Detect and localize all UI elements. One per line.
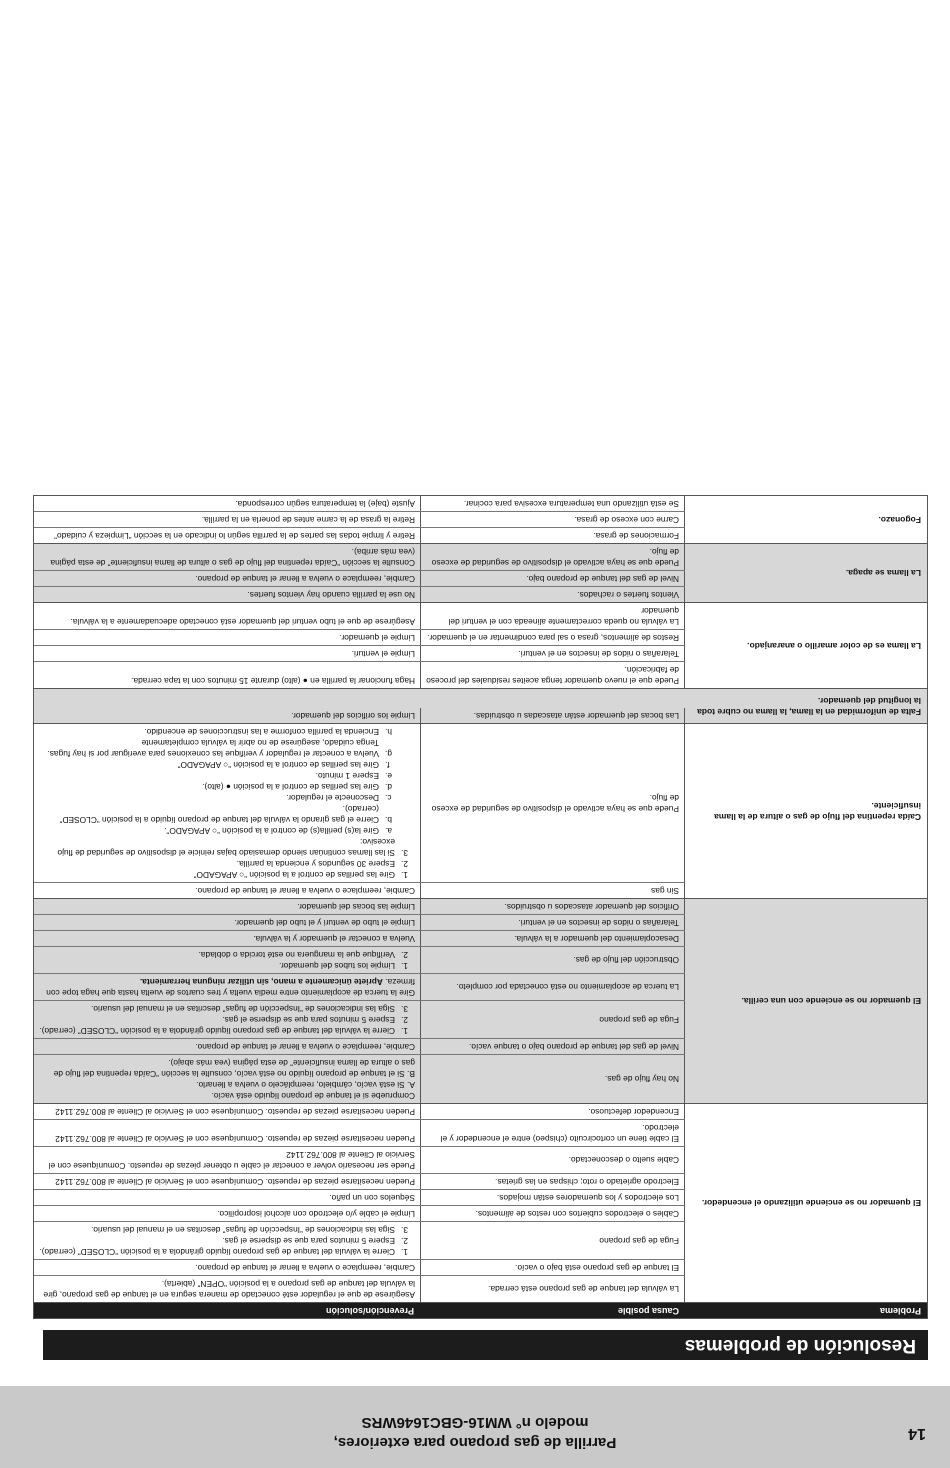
cause-cell: Se está utilizando una temperatura excesiva para cocinar. [420, 496, 685, 511]
step-number: g. [385, 749, 392, 759]
cause-rows [34, 899, 685, 1103]
solution-line: Limpie el tubo de venturi y el tubo del quemador. [234, 918, 415, 928]
solution-step [39, 770, 415, 781]
cause-cell: Cable suelto o desconectado. [420, 1147, 685, 1173]
solution-step [39, 1235, 415, 1246]
solution-line: Pueden necesitarse piezas de repuesto. Comuníquese con el Servicio al Cliente al 800.762.1142 [55, 1134, 415, 1144]
solution-line: Asegúrese de que el tubo venturi del quemador está conectado adecuadamente a la válvula. [70, 617, 415, 627]
solution-cell [34, 512, 420, 527]
cause-cell: Fuga de gas propano [420, 1001, 685, 1038]
solution-cell [34, 544, 420, 570]
step-text: Vuelva a conectar el regulador y verifique las conexiones para averiguar por si hay fugas. Tenga cuidado, asegúrese de no abrir la válvula completamente [47, 738, 379, 759]
cause-cell: No hay flujo de gas. [420, 1055, 685, 1103]
step-number: 1. [401, 1247, 408, 1257]
cause-cell: Restos de alimentos, grasa o sal para condimentar en el quemador. [420, 630, 685, 645]
table-row [34, 930, 685, 946]
table-row [34, 1119, 685, 1146]
solution-line: Limpie el cable y/o electrodo con alcohol isopropílico. [217, 1209, 415, 1219]
problem-group [34, 544, 927, 603]
step-number: 1. [401, 870, 408, 880]
solution-cell [34, 1260, 420, 1275]
step-text: Cierre el gas girando la válvula del tanque de propano líquido a la posición “CLOSED” (cerrado). [59, 804, 379, 825]
table-row [34, 511, 685, 527]
step-number: 3. [401, 1225, 408, 1235]
step-text: Limpie los tubos del quemador. [279, 961, 395, 971]
table-row [34, 1259, 685, 1275]
problem-cell: El quemador no se enciende utilizando el encendedor. [701, 1198, 921, 1209]
solution-cell [34, 603, 420, 629]
step-text: Encienda la parrilla conforme a las instrucciones de encendido. [144, 727, 379, 737]
solution-line: Cambie, reemplace o vuelva a llenar el tanque de propano. [195, 574, 415, 584]
solution-cell [34, 1055, 420, 1103]
cause-cell: Telarañas o nidos de insectos en el venturi. [420, 646, 685, 661]
step-number: 1. [401, 961, 408, 971]
table-row [34, 629, 685, 645]
step-text: Gire las perillas de control a la posición “○ APAGADO” [177, 760, 379, 770]
solution-warning: Apriete únicamente a mano, sin utilizar ninguna herramienta. [139, 977, 383, 987]
solution-line: Compruebe si el tanque de propano líquido está vacío. [211, 1091, 415, 1101]
section-title: Resolución de problemas [43, 1330, 928, 1360]
cause-rows [34, 1104, 685, 1302]
problem-cell: El quemador no se enciende con una cerilla. [741, 996, 921, 1007]
solution-cell [34, 947, 420, 973]
step-text: Gire las perillas de control a la posición ● (alto). [202, 782, 379, 792]
table-row [34, 882, 685, 898]
solution-step [39, 858, 415, 869]
solution-step [39, 792, 415, 803]
solution-line: Haga funcionar la parrilla en ● (alto) durante 15 minutos con la tapa cerrada. [131, 676, 415, 686]
problem-cell: La llama es de color amarillo o anaranjado. [747, 641, 921, 651]
solution-text: Gire la tuerca de acoplamiento entre media vuelta y tres cuartos de vuelta hasta que haga tope con firmeza. [46, 977, 415, 998]
solution-step [39, 869, 415, 880]
table-row [34, 946, 685, 973]
footer-title [0, 1412, 950, 1452]
table-row [34, 1205, 685, 1221]
step-text: Gire la(s) perilla(s) de control a la posición “○ APAGADO”. [164, 826, 379, 836]
table-row [34, 724, 685, 882]
problem-cell: Falta de uniformidad en la llama, la llama no cubre toda la longitud del quemador. [697, 696, 921, 717]
solution-line: A. Si está vacío, cámbielo, reemplácelo o vuelva a llenarlo. [196, 1080, 415, 1090]
cause-cell: Fuga de gas propano [420, 1222, 685, 1259]
solution-line: B. Si el tanque de propano líquido no está vacío, consulte la sección “Caída repentina del flujo de gas o altura de llama insuficiente” de esta página (vea más abajo). [53, 1058, 415, 1079]
step-number: 2. [401, 1236, 408, 1246]
table-row [34, 1054, 685, 1103]
solution-step [39, 960, 415, 971]
solution-cell [34, 899, 420, 914]
solution-cell [34, 662, 420, 688]
table-header [34, 1303, 927, 1318]
problem-group [34, 724, 927, 899]
solution-cell [34, 1104, 420, 1119]
step-number: b. [385, 815, 392, 825]
step-text: Cierre la válvula del tanque de gas propano líquido girándola a la posición “CLOSED” (cerrado). [39, 1247, 395, 1257]
solution-step [39, 726, 415, 737]
cause-cell: El cable tiene un cortocircuito (chispeo) entre el encendedor y el electrodo. [420, 1120, 685, 1146]
cause-cell: Orificios del quemador atascados u obstruidos. [420, 899, 685, 914]
step-text: Cierre la válvula del tanque de gas propano líquido girándola a la posición “CLOSED” (cerrado). [39, 1026, 395, 1036]
table-row [34, 1038, 685, 1054]
solution-line: Ajuste (baje) la temperatura según corresponda. [235, 499, 415, 509]
step-number: e. [385, 771, 392, 781]
solution-step [39, 1025, 415, 1036]
solution-cell [34, 1147, 420, 1173]
solution-cell [34, 974, 420, 1000]
solution-step [39, 825, 415, 836]
solution-step [39, 949, 415, 960]
solution-line: Retire la grasa de la carne antes de ponerla en la parrilla. [201, 515, 415, 525]
solution-cell [34, 1276, 420, 1302]
header-problem: Problema [879, 1306, 921, 1316]
step-text: Espere 5 minutos para que se disperse el gas. [222, 1236, 395, 1246]
table-row [34, 603, 685, 629]
cause-cell: La válvula no queda correctamente alineada con el venturi del quemador [420, 603, 685, 629]
table-row [34, 1146, 685, 1173]
table-row [34, 914, 685, 930]
step-number: h. [385, 727, 392, 737]
problem-group [34, 603, 927, 689]
solution-line: Consulte la sección “Caída repentina del flujo de gas o altura de llama insuficiente” de esta página (vea más arriba). [50, 547, 415, 568]
solution-cell [34, 571, 420, 586]
cause-cell: Telarañas o nidos de insectos en el venturi. [420, 915, 685, 930]
step-number: 1. [401, 1026, 408, 1036]
cause-cell: Encendedor defectuoso. [420, 1104, 685, 1119]
step-text: Siga las indicaciones de “Inspección de fugas” descritas en el manual del usuario. [90, 1004, 395, 1014]
step-text: Desconecte el regulador. [286, 793, 379, 803]
cause-rows [34, 603, 685, 688]
solution-cell [34, 496, 420, 511]
table-row [34, 708, 685, 723]
table-row [34, 1275, 685, 1302]
solution-line: Séquelos con un paño. [329, 1193, 415, 1203]
cause-cell: Las bocas del quemador están atascadas u obstruidas. [420, 708, 685, 723]
solution-line: Pueden necesitarse piezas de repuesto. Comuníquese con el Servicio al Cliente al 800.762.1142 [55, 1177, 415, 1187]
step-number: a. [385, 826, 392, 836]
solution-cell [34, 630, 420, 645]
solution-line: Pueden necesitarse piezas de repuesto. Comuníquese con el Servicio al Cliente al 800.762.1142 [55, 1107, 415, 1117]
cause-cell: Desacoplamiento del quemador a la válvula. [420, 931, 685, 946]
step-number: 2. [401, 1015, 408, 1025]
cause-rows [34, 496, 685, 543]
problem-cell: La llama se apaga. [845, 568, 921, 579]
step-text: Siga las indicaciones de “Inspección de fugas” descritas en el manual del usuario. [90, 1225, 395, 1235]
header-solution: Prevención/solución [325, 1306, 414, 1316]
solution-step [39, 759, 415, 770]
cause-cell: Puede que se haya activado el dispositivo de seguridad de exceso de flujo. [420, 724, 685, 882]
table-row [34, 527, 685, 543]
solution-cell [34, 1174, 420, 1189]
table-row [34, 544, 685, 570]
step-number: c. [385, 793, 392, 803]
solution-cell [34, 1222, 420, 1259]
table-row [34, 1000, 685, 1038]
table-row [34, 645, 685, 661]
solution-line: Vuelva a conectar el quemador y la válvula. [253, 934, 415, 944]
cause-cell: Nivel de gas del tanque de propano bajo. [420, 571, 685, 586]
solution-step [39, 781, 415, 792]
solution-cell [34, 646, 420, 661]
step-text: Espere 1 minuto. [315, 771, 379, 781]
solution-step [39, 803, 415, 825]
solution-cell [34, 931, 420, 946]
solution-line: Cambie, reemplace o vuelva a llenar el tanque de propano. [195, 1263, 415, 1273]
step-text: Espere 30 segundos y encienda la parrilla. [236, 859, 395, 869]
solution-step [39, 737, 415, 759]
step-text: Verifique que la manguera no esté torcida o doblada. [198, 950, 395, 960]
solution-line: Cambie, reemplace o vuelva a llenar el tanque de propano. [195, 1042, 415, 1052]
solution-cell [34, 724, 420, 882]
troubleshooting-table [33, 495, 928, 1319]
problem-group [34, 1104, 927, 1303]
cause-cell: El tanque de gas propano está bajo o vacío. [420, 1260, 685, 1275]
cause-cell: Nivel de gas del tanque de propano bajo o tanque vacío. [420, 1039, 685, 1054]
step-number: d. [385, 782, 392, 792]
step-number: 3. [401, 1004, 408, 1014]
problem-group [34, 689, 927, 724]
solution-cell [34, 1039, 420, 1054]
solution-line: Retire y limpie todas las partes de la parrilla según lo indicado en la sección “Limpieza y cuidado” [54, 531, 415, 541]
cause-cell: Sin gas [420, 883, 685, 898]
table-row [34, 973, 685, 1000]
solution-cell [34, 1206, 420, 1221]
table-row [34, 586, 685, 602]
table-row [34, 570, 685, 586]
solution-line: Limpie las bocas del quemador. [297, 902, 415, 912]
problem-group [34, 496, 927, 544]
table-row [34, 899, 685, 914]
cause-cell: Puede que se haya activado el dispositivo de seguridad de exceso de flujo. [420, 544, 685, 570]
step-text: Gire las perillas de control a la posición “○ APAGADO” [193, 870, 395, 880]
solution-cell [34, 528, 420, 543]
table-row [34, 1173, 685, 1189]
solution-step [39, 1246, 415, 1257]
cause-cell: Vientos fuertes o rachados. [420, 587, 685, 602]
step-text: Espere 5 minutos para que se disperse el gas. [222, 1015, 395, 1025]
solution-cell [34, 1001, 420, 1038]
solution-cell [34, 708, 420, 723]
table-row [34, 1221, 685, 1259]
cause-cell: Puede que el nuevo quemador tenga aceites residuales del proceso de fabricación. [420, 662, 685, 688]
cause-cell: Carne con exceso de grasa. [420, 512, 685, 527]
step-number: 3. [401, 848, 408, 858]
table-row [34, 1104, 685, 1119]
solution-step [39, 1003, 415, 1014]
solution-cell [34, 1190, 420, 1205]
table-row [34, 661, 685, 688]
solution-line: Limpie el quemador. [339, 633, 415, 643]
step-text: Si las llamas continúan siendo demasiado bajas reinicie el dispositivo de seguridad de flujo excesivo: [57, 837, 395, 858]
cause-rows [34, 689, 685, 723]
solution-cell [34, 883, 420, 898]
cause-cell: Formaciones de grasa. [420, 528, 685, 543]
solution-step [39, 1014, 415, 1025]
problem-cell: Caída repentina del flujo de gas o altura de la llama insuficiente. [714, 801, 921, 822]
solution-cell [34, 915, 420, 930]
solution-step [39, 836, 415, 858]
solution-line: Asegúrese de que el regulador esté conectado de manera segura en el tanque de gas propano, gire la válvula del tanque de gas propano a la posición “OPEN” (abierta). [43, 1279, 415, 1300]
cause-cell: Obstrucción del flujo de gas. [420, 947, 685, 973]
cause-rows [34, 544, 685, 602]
solution-line: No use la parrilla cuando hay vientos fuertes. [247, 590, 415, 600]
solution-cell [34, 587, 420, 602]
cause-rows [34, 724, 685, 898]
cause-cell: La válvula del tanque de gas propano está cerrada. [420, 1276, 685, 1302]
solution-line: Cambie, reemplace o vuelva a llenar el tanque de propano. [195, 886, 415, 896]
problem-cell: Fogonazo. [878, 515, 921, 525]
solution-step [39, 1224, 415, 1235]
step-number: f. [385, 760, 390, 770]
solution-line: Limpie el venturi. [351, 649, 415, 659]
solution-line: Limpie los orificios del quemador. [291, 711, 415, 721]
table-row [34, 496, 685, 511]
footer-title-line2: modelo n° WM16-GBC1646WRS [361, 1414, 589, 1431]
cause-cell: Electrodo agrietado o roto; chispas en las grietas. [420, 1174, 685, 1189]
cause-cell: La tuerca de acoplamiento no está conectada por completo. [420, 974, 685, 1000]
page-number: 14 [908, 1425, 926, 1442]
page-footer [0, 1386, 950, 1468]
table-row [34, 1189, 685, 1205]
cause-cell: Cables o electrodos cubiertos con restos de alimentos. [420, 1206, 685, 1221]
step-number: 2. [401, 859, 408, 869]
solution-line: Puede ser necesario volver a conectar el cable u obtener piezas de repuesto. Comuníquese con el Servicio al Cliente al 800.762.1142 [48, 1150, 415, 1171]
problem-group [34, 899, 927, 1104]
cause-cell: Los electrodos y los quemadores están mojados. [420, 1190, 685, 1205]
header-cause: Causa posible [617, 1306, 679, 1316]
step-number: 2. [401, 950, 408, 960]
solution-cell [34, 1120, 420, 1146]
footer-title-line1: Parrilla de gas propano para exteriores, [333, 1434, 617, 1451]
